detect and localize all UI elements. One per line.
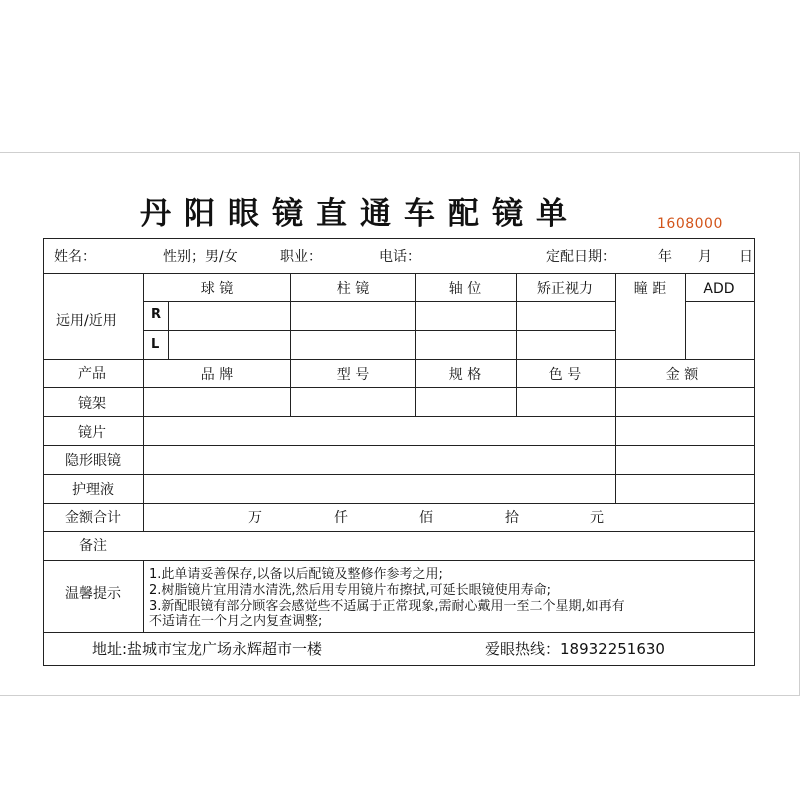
rule-sph-col: [290, 273, 291, 331]
rule-eye-col: [168, 301, 169, 359]
gender-label: 性别；男/女: [163, 249, 238, 265]
rule-remark: [43, 560, 755, 561]
col-add: ADD: [703, 281, 735, 297]
product-header: 产品: [78, 366, 106, 382]
col-color: 色 号: [548, 367, 582, 383]
col-spec: 规 格: [448, 367, 482, 383]
rule-axis-col: [516, 273, 517, 359]
rule-total: [43, 531, 755, 532]
rule-frame: [43, 416, 755, 417]
rule-header: [43, 273, 755, 274]
date-label: 定配日期：: [546, 249, 616, 265]
remark-label: 备注: [79, 538, 107, 554]
month-label: 月: [698, 249, 712, 265]
rule-rx-head: [143, 301, 615, 302]
col-cylinder: 柱 镜: [336, 281, 370, 297]
rule-prod-head: [43, 387, 755, 388]
rule-rx-r: [143, 330, 615, 331]
unit-qian: 仟: [334, 510, 348, 526]
col-visual-acuity: 矫正视力: [537, 281, 593, 297]
unit-wan: 万: [248, 510, 262, 526]
rule-care: [43, 503, 755, 504]
tip-line-2: 2.树脂镜片宜用清水清洗,然后用专用镜片布擦拭,可延长眼镜使用寿命;: [149, 583, 552, 598]
unit-shi: 拾: [505, 510, 519, 526]
rule-spec-col: [516, 359, 517, 416]
rule-lens: [43, 445, 755, 446]
distance-near-label: 远用/近用: [56, 313, 117, 329]
rule-cyl-col: [415, 273, 416, 359]
right-eye-label: R: [151, 307, 162, 322]
rule-pd-col: [685, 273, 686, 359]
row-care-solution-label: 护理液: [72, 482, 114, 498]
total-label: 金额合计: [65, 510, 121, 526]
rule-tips-col: [143, 560, 144, 632]
rule-rx-head-add: [685, 301, 755, 302]
unit-yuan: 元: [590, 510, 604, 526]
phone-label: 电话：: [379, 249, 421, 265]
rule-model-col: [415, 359, 416, 416]
row-contact-lens-label: 隐形眼镜: [65, 453, 121, 469]
rule-va-col: [615, 273, 616, 359]
col-pupil-distance: 瞳 距: [633, 281, 667, 297]
tips-label: 温馨提示: [65, 586, 121, 602]
col-axis: 轴 位: [448, 281, 482, 297]
day-label: 日: [739, 249, 753, 265]
occupation-label: 职业：: [280, 249, 322, 265]
year-label: 年: [658, 249, 672, 265]
hotline: 爱眼热线：18932251630: [485, 640, 665, 658]
left-eye-label: L: [151, 337, 160, 352]
col-model: 型 号: [336, 367, 370, 383]
row-lens-label: 镜片: [78, 425, 106, 441]
serial-number: 1608000: [657, 216, 723, 232]
rule-sph-col-l: [290, 330, 291, 359]
store-address: 地址:盐城市宝龙广场永辉超市一楼: [92, 640, 323, 658]
row-frame-label: 镜架: [78, 396, 106, 412]
col-brand: 品 牌: [200, 367, 234, 383]
col-sphere: 球 镜: [200, 281, 234, 297]
rule-brand-col: [290, 359, 291, 416]
rule-label-col: [143, 273, 144, 532]
rule-color-col: [615, 359, 616, 503]
unit-bai: 佰: [419, 510, 433, 526]
name-label: 姓名：: [54, 249, 96, 265]
tip-line-1: 1.此单请妥善保存,以备以后配镜及整修作参考之用;: [149, 567, 443, 582]
tip-line-3: 3.新配眼镜有部分顾客会感觉些不适属于正常现象,需耐心戴用一至二个星期,如再有: [149, 599, 625, 614]
col-amount: 金 额: [665, 367, 699, 383]
tip-line-4: 不适请在一个月之内复查调整;: [149, 614, 323, 629]
rule-contact: [43, 474, 755, 475]
rule-rx-bottom: [43, 359, 755, 360]
form-title: 丹阳眼镜直通车配镜单: [140, 196, 580, 232]
rule-tips: [43, 632, 755, 633]
